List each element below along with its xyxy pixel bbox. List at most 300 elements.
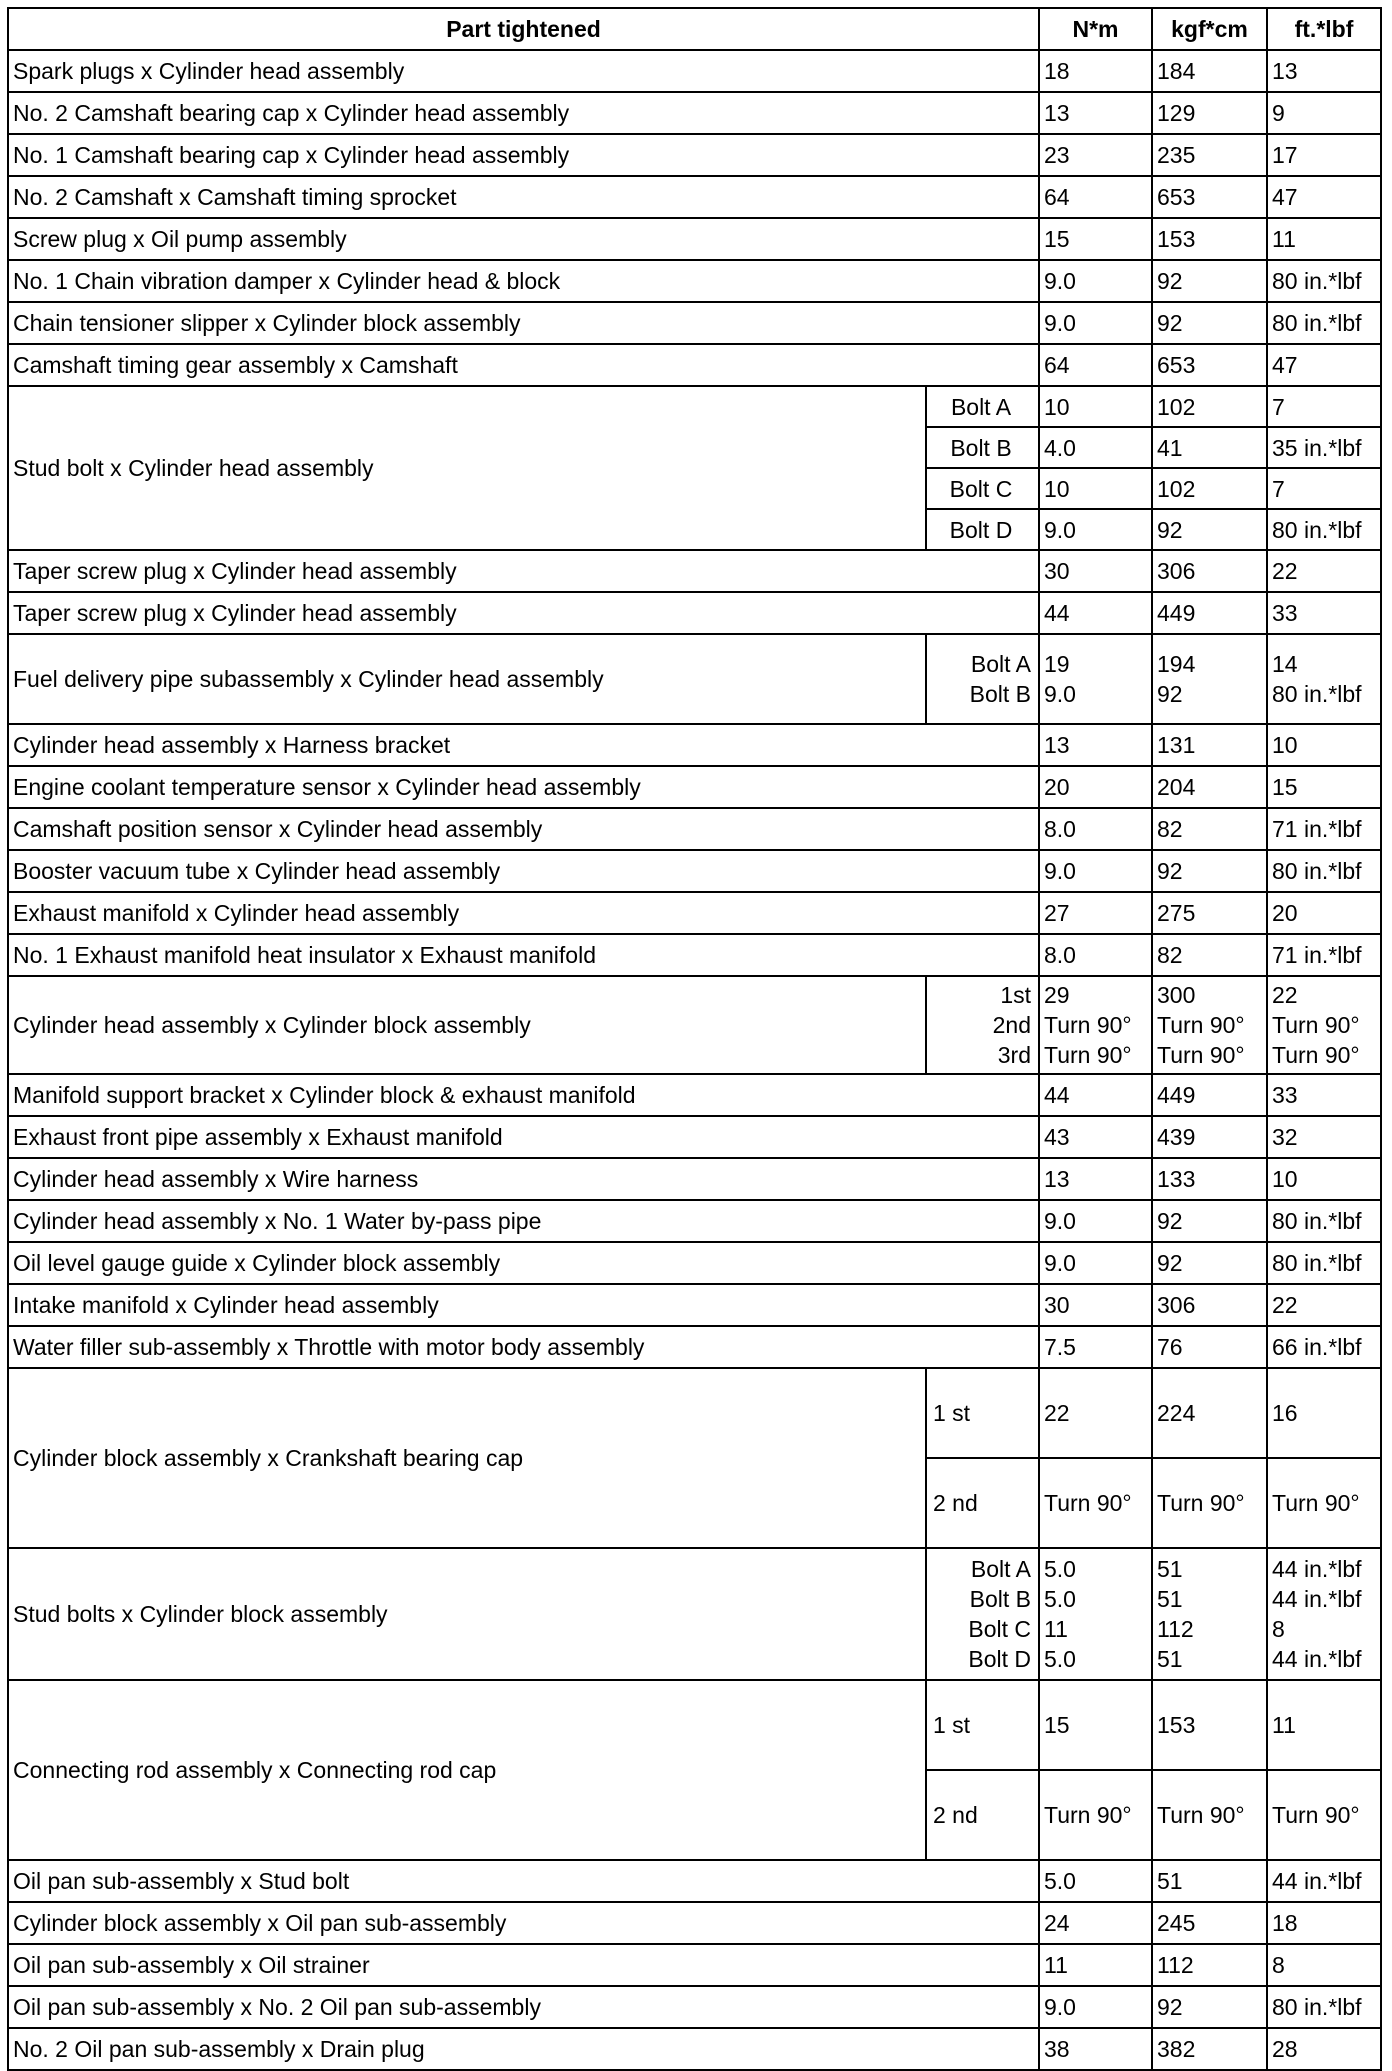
kgf-value-cell <box>1152 344 1267 386</box>
ft-value: 28 <box>1272 2036 1298 2062</box>
kgf-value: 300 <box>1157 982 1196 1008</box>
kgf-value-cell <box>1152 50 1267 92</box>
nm-value-cell <box>1039 134 1152 176</box>
table-row <box>8 1860 1381 1902</box>
ft-value: 10 <box>1272 1166 1298 1192</box>
table-row <box>8 1158 1381 1200</box>
ft-value: 71 in.*lbf <box>1272 816 1362 842</box>
kgf-value: 129 <box>1157 100 1196 126</box>
sub-label: 3rd <box>997 1042 1031 1068</box>
nm-value-cell <box>1039 1860 1152 1902</box>
nm-value-cell <box>1039 592 1152 634</box>
ft-value: 17 <box>1272 142 1298 168</box>
nm-value: 9.0 <box>1044 1208 1076 1234</box>
nm-value: 5.0 <box>1044 1586 1076 1612</box>
sub-label: 1 st <box>926 1680 1039 1770</box>
kgf-value-cell <box>1152 92 1267 134</box>
sub-label-cell <box>926 634 1039 724</box>
nm-value-cell <box>1039 1986 1152 2028</box>
part-name: Chain tensioner slipper x Cylinder block assembly <box>8 302 1039 344</box>
part-name: Exhaust manifold x Cylinder head assembly <box>8 892 1039 934</box>
kgf-value: 51 <box>1157 1556 1183 1582</box>
nm-value-cell <box>1039 344 1152 386</box>
ft-value-cell <box>1267 1200 1381 1242</box>
nm-value-cell <box>1039 1242 1152 1284</box>
nm-value-cell <box>1039 1284 1152 1326</box>
nm-value-cell <box>1039 92 1152 134</box>
ft-value-cell <box>1267 344 1381 386</box>
kgf-value: 153 <box>1157 226 1196 252</box>
kgf-value: 92 <box>1157 681 1183 707</box>
part-name: Cylinder head assembly x Harness bracket <box>8 724 1039 766</box>
ft-value: 22 <box>1272 982 1298 1008</box>
ft-value: 66 in.*lbf <box>1272 1334 1362 1360</box>
ft-value: Turn 90° <box>1267 1770 1381 1860</box>
kgf-value: 112 <box>1157 1616 1194 1642</box>
nm-value-cell <box>1039 808 1152 850</box>
nm-value: 38 <box>1044 2036 1070 2062</box>
kgf-value: 449 <box>1157 600 1196 626</box>
ft-value-cell <box>1267 892 1381 934</box>
nm-value: 5.0 <box>1044 1646 1076 1672</box>
nm-value-cell <box>1039 976 1152 1074</box>
ft-value: 11 <box>1267 1680 1381 1770</box>
ft-value-cell <box>1267 976 1381 1074</box>
ft-value: 22 <box>1272 558 1298 584</box>
part-name: Oil pan sub-assembly x Oil strainer <box>8 1944 1039 1986</box>
kgf-value: 235 <box>1157 142 1196 168</box>
kgf-value-cell <box>1152 1200 1267 1242</box>
nm-value: 10 <box>1039 386 1152 427</box>
ft-value-cell <box>1267 1860 1381 1902</box>
kgf-value-cell <box>1152 1986 1267 2028</box>
part-name: No. 2 Camshaft x Camshaft timing sprocket <box>8 176 1039 218</box>
sub-label-cell <box>926 1548 1039 1680</box>
part-name: No. 1 Camshaft bearing cap x Cylinder head assembly <box>8 134 1039 176</box>
kgf-value-cell <box>1152 1902 1267 1944</box>
nm-value: 64 <box>1044 184 1070 210</box>
part-name: No. 1 Chain vibration damper x Cylinder head & block <box>8 260 1039 302</box>
nm-value: 30 <box>1044 558 1070 584</box>
nm-value-cell <box>1039 934 1152 976</box>
nm-value: 9.0 <box>1044 1250 1076 1276</box>
table-row <box>8 850 1381 892</box>
nm-value-cell <box>1039 1548 1152 1680</box>
ft-value: 33 <box>1272 1082 1298 1108</box>
table-row <box>8 766 1381 808</box>
nm-value: 44 <box>1044 1082 1070 1108</box>
part-name: Taper screw plug x Cylinder head assembly <box>8 592 1039 634</box>
sub-label: 2 nd <box>926 1458 1039 1548</box>
sub-label: 1 st <box>926 1368 1039 1458</box>
part-name: No. 2 Oil pan sub-assembly x Drain plug <box>8 2028 1039 2070</box>
nm-value-cell <box>1039 1116 1152 1158</box>
part-name: Cylinder head assembly x Cylinder block assembly <box>8 976 926 1074</box>
kgf-value: 306 <box>1157 558 1196 584</box>
part-name: Camshaft position sensor x Cylinder head assembly <box>8 808 1039 850</box>
ft-value-cell <box>1267 1074 1381 1116</box>
table-row <box>8 1326 1381 1368</box>
header-part: Part tightened <box>8 8 1039 50</box>
ft-value: Turn 90° <box>1267 1458 1381 1548</box>
part-name: Engine coolant temperature sensor x Cylinder head assembly <box>8 766 1039 808</box>
nm-value: 64 <box>1044 352 1070 378</box>
table-row <box>8 50 1381 92</box>
kgf-value: 112 <box>1157 1952 1194 1978</box>
ft-value-cell <box>1267 550 1381 592</box>
ft-value-cell <box>1267 1284 1381 1326</box>
nm-value-cell <box>1039 766 1152 808</box>
nm-value: 9.0 <box>1044 310 1076 336</box>
kgf-value: 184 <box>1157 58 1196 84</box>
table-row <box>8 1074 1381 1116</box>
table-row <box>8 1680 1381 1770</box>
nm-value: 7.5 <box>1044 1334 1076 1360</box>
nm-value-cell <box>1039 1074 1152 1116</box>
nm-value: Turn 90° <box>1039 1770 1152 1860</box>
nm-value-cell <box>1039 218 1152 260</box>
table-row <box>8 550 1381 592</box>
nm-value-cell <box>1039 1326 1152 1368</box>
sub-label: Bolt A <box>970 1556 1031 1582</box>
ft-value: 80 in.*lbf <box>1272 1994 1362 2020</box>
ft-value-cell <box>1267 1158 1381 1200</box>
kgf-value: 245 <box>1157 1910 1196 1936</box>
kgf-value: 224 <box>1152 1368 1267 1458</box>
kgf-value: Turn 90° <box>1157 1042 1245 1068</box>
ft-value-cell <box>1267 176 1381 218</box>
kgf-value-cell <box>1152 724 1267 766</box>
ft-value: 35 in.*lbf <box>1267 427 1381 468</box>
nm-value: 43 <box>1044 1124 1070 1150</box>
kgf-value: 133 <box>1157 1166 1196 1192</box>
part-name: Oil pan sub-assembly x No. 2 Oil pan sub-assembly <box>8 1986 1039 2028</box>
ft-value-cell <box>1267 934 1381 976</box>
nm-value: 4.0 <box>1039 427 1152 468</box>
ft-value: 80 in.*lbf <box>1267 509 1381 550</box>
kgf-value: 131 <box>1157 732 1196 758</box>
kgf-value-cell <box>1152 176 1267 218</box>
nm-value: 9.0 <box>1039 509 1152 550</box>
table-row <box>8 1242 1381 1284</box>
table-row <box>8 92 1381 134</box>
part-name: Stud bolt x Cylinder head assembly <box>8 386 926 550</box>
part-name: Cylinder block assembly x Oil pan sub-assembly <box>8 1902 1039 1944</box>
nm-value-cell <box>1039 634 1152 724</box>
part-name: Camshaft timing gear assembly x Camshaft <box>8 344 1039 386</box>
kgf-value: 102 <box>1152 468 1267 509</box>
nm-value: 20 <box>1044 774 1070 800</box>
kgf-value: 41 <box>1152 427 1267 468</box>
table-row <box>8 134 1381 176</box>
table-row <box>8 1902 1381 1944</box>
ft-value: 8 <box>1272 1952 1285 1978</box>
ft-value-cell <box>1267 1326 1381 1368</box>
kgf-value-cell <box>1152 1074 1267 1116</box>
ft-value: 47 <box>1272 352 1298 378</box>
table-row <box>8 218 1381 260</box>
table-row <box>8 1986 1381 2028</box>
kgf-value-cell <box>1152 1158 1267 1200</box>
nm-value-cell <box>1039 2028 1152 2070</box>
ft-value: 44 in.*lbf <box>1272 1586 1362 1612</box>
ft-value: 44 in.*lbf <box>1272 1646 1362 1672</box>
ft-value: 13 <box>1272 58 1298 84</box>
ft-value-cell <box>1267 134 1381 176</box>
ft-value-cell <box>1267 218 1381 260</box>
kgf-value-cell <box>1152 976 1267 1074</box>
ft-value-cell <box>1267 808 1381 850</box>
ft-value: Turn 90° <box>1272 1012 1360 1038</box>
ft-value: 80 in.*lbf <box>1272 310 1362 336</box>
kgf-value-cell <box>1152 1860 1267 1902</box>
nm-value: 30 <box>1044 1292 1070 1318</box>
nm-value-cell <box>1039 850 1152 892</box>
header-ft: ft.*lbf <box>1267 8 1381 50</box>
part-name: Oil pan sub-assembly x Stud bolt <box>8 1860 1039 1902</box>
kgf-value-cell <box>1152 1548 1267 1680</box>
torque-spec-table <box>7 7 1382 2071</box>
ft-value-cell <box>1267 724 1381 766</box>
nm-value: Turn 90° <box>1044 1042 1132 1068</box>
ft-value-cell <box>1267 92 1381 134</box>
sub-label: 2 nd <box>926 1770 1039 1860</box>
sub-label: Bolt B <box>969 1586 1031 1612</box>
sub-label: Bolt B <box>926 427 1039 468</box>
ft-value-cell <box>1267 50 1381 92</box>
part-name: Cylinder head assembly x Wire harness <box>8 1158 1039 1200</box>
nm-value: 9.0 <box>1044 1994 1076 2020</box>
nm-value-cell <box>1039 1158 1152 1200</box>
part-name: Water filler sub-assembly x Throttle with motor body assembly <box>8 1326 1039 1368</box>
nm-value-cell <box>1039 892 1152 934</box>
table-row <box>8 1284 1381 1326</box>
kgf-value-cell <box>1152 592 1267 634</box>
nm-value-cell <box>1039 724 1152 766</box>
sub-label: Bolt A <box>926 386 1039 427</box>
ft-value: 8 <box>1272 1616 1285 1642</box>
kgf-value-cell <box>1152 1944 1267 1986</box>
nm-value-cell <box>1039 1902 1152 1944</box>
kgf-value: 92 <box>1152 509 1267 550</box>
nm-value: Turn 90° <box>1039 1458 1152 1548</box>
table-row <box>8 634 1381 724</box>
ft-value-cell <box>1267 1944 1381 1986</box>
kgf-value: 76 <box>1157 1334 1183 1360</box>
kgf-value: 51 <box>1157 1646 1183 1672</box>
nm-value: 9.0 <box>1044 858 1076 884</box>
sub-label: 2nd <box>992 1012 1031 1038</box>
nm-value: Turn 90° <box>1044 1012 1132 1038</box>
ft-value-cell <box>1267 2028 1381 2070</box>
kgf-value-cell <box>1152 550 1267 592</box>
ft-value: 44 in.*lbf <box>1272 1556 1362 1582</box>
ft-value: 71 in.*lbf <box>1272 942 1362 968</box>
kgf-value-cell <box>1152 218 1267 260</box>
part-name: Exhaust front pipe assembly x Exhaust manifold <box>8 1116 1039 1158</box>
nm-value: 9.0 <box>1044 268 1076 294</box>
ft-value: 18 <box>1272 1910 1298 1936</box>
kgf-value-cell <box>1152 766 1267 808</box>
nm-value: 11 <box>1044 1952 1068 1978</box>
kgf-value-cell <box>1152 1326 1267 1368</box>
table-body <box>8 50 1381 2070</box>
kgf-value: 82 <box>1157 816 1183 842</box>
kgf-value: 153 <box>1152 1680 1267 1770</box>
nm-value: 22 <box>1039 1368 1152 1458</box>
nm-value-cell <box>1039 260 1152 302</box>
nm-value: 10 <box>1039 468 1152 509</box>
kgf-value-cell <box>1152 302 1267 344</box>
part-name: Manifold support bracket x Cylinder block & exhaust manifold <box>8 1074 1039 1116</box>
kgf-value: 439 <box>1157 1124 1196 1150</box>
ft-value-cell <box>1267 1986 1381 2028</box>
part-name: Intake manifold x Cylinder head assembly <box>8 1284 1039 1326</box>
nm-value: 9.0 <box>1044 681 1076 707</box>
ft-value: 14 <box>1272 651 1298 677</box>
kgf-value: Turn 90° <box>1152 1770 1267 1860</box>
table-row <box>8 976 1381 1074</box>
table-row <box>8 260 1381 302</box>
kgf-value-cell <box>1152 808 1267 850</box>
sub-label: Bolt A <box>970 651 1031 677</box>
part-name: Cylinder block assembly x Crankshaft bearing cap <box>8 1368 926 1548</box>
ft-value: 80 in.*lbf <box>1272 858 1362 884</box>
ft-value: 15 <box>1272 774 1298 800</box>
kgf-value: 382 <box>1157 2036 1196 2062</box>
table-row <box>8 302 1381 344</box>
ft-value: 47 <box>1272 184 1298 210</box>
nm-value: 13 <box>1044 732 1070 758</box>
nm-value-cell <box>1039 50 1152 92</box>
kgf-value: 449 <box>1157 1082 1196 1108</box>
ft-value: 11 <box>1272 226 1296 252</box>
ft-value: 80 in.*lbf <box>1272 268 1362 294</box>
part-name: No. 1 Exhaust manifold heat insulator x Exhaust manifold <box>8 934 1039 976</box>
kgf-value-cell <box>1152 260 1267 302</box>
nm-value-cell <box>1039 176 1152 218</box>
table-row <box>8 1200 1381 1242</box>
ft-value: 16 <box>1267 1368 1381 1458</box>
nm-value: 15 <box>1044 226 1070 252</box>
ft-value: 9 <box>1272 100 1285 126</box>
kgf-value-cell <box>1152 134 1267 176</box>
ft-value: 80 in.*lbf <box>1272 1208 1362 1234</box>
nm-value: 24 <box>1044 1910 1070 1936</box>
kgf-value-cell <box>1152 892 1267 934</box>
ft-value-cell <box>1267 1242 1381 1284</box>
ft-value: 10 <box>1272 732 1298 758</box>
part-name: Cylinder head assembly x No. 1 Water by-pass pipe <box>8 1200 1039 1242</box>
kgf-value: 92 <box>1157 1208 1183 1234</box>
table-row <box>8 1368 1381 1458</box>
ft-value: 32 <box>1272 1124 1298 1150</box>
nm-value: 5.0 <box>1044 1556 1076 1582</box>
kgf-value: 102 <box>1152 386 1267 427</box>
part-name: Oil level gauge guide x Cylinder block assembly <box>8 1242 1039 1284</box>
table-row <box>8 808 1381 850</box>
kgf-value: 92 <box>1157 1994 1183 2020</box>
nm-value-cell <box>1039 1200 1152 1242</box>
ft-value-cell <box>1267 1116 1381 1158</box>
table-header-row <box>8 8 1381 50</box>
kgf-value: 82 <box>1157 942 1183 968</box>
ft-value: 80 in.*lbf <box>1272 1250 1362 1276</box>
ft-value: 22 <box>1272 1292 1298 1318</box>
table-row <box>8 892 1381 934</box>
part-name: No. 2 Camshaft bearing cap x Cylinder head assembly <box>8 92 1039 134</box>
kgf-value: 204 <box>1157 774 1196 800</box>
nm-value: 44 <box>1044 600 1070 626</box>
kgf-value: 194 <box>1157 651 1196 677</box>
sub-label: Bolt D <box>926 509 1039 550</box>
table-row <box>8 1548 1381 1680</box>
kgf-value-cell <box>1152 1116 1267 1158</box>
kgf-value: Turn 90° <box>1157 1012 1245 1038</box>
table-row <box>8 592 1381 634</box>
kgf-value-cell <box>1152 2028 1267 2070</box>
table-row <box>8 1944 1381 1986</box>
kgf-value-cell <box>1152 1284 1267 1326</box>
ft-value: 80 in.*lbf <box>1272 681 1362 707</box>
kgf-value: 653 <box>1157 352 1196 378</box>
kgf-value: 92 <box>1157 310 1183 336</box>
part-name: Taper screw plug x Cylinder head assembly <box>8 550 1039 592</box>
table-row <box>8 724 1381 766</box>
part-name: Booster vacuum tube x Cylinder head assembly <box>8 850 1039 892</box>
kgf-value: 92 <box>1157 268 1183 294</box>
sub-label: Bolt B <box>969 681 1031 707</box>
kgf-value: 92 <box>1157 858 1183 884</box>
ft-value-cell <box>1267 634 1381 724</box>
nm-value-cell <box>1039 550 1152 592</box>
kgf-value: 306 <box>1157 1292 1196 1318</box>
ft-value-cell <box>1267 592 1381 634</box>
header-nm: N*m <box>1039 8 1152 50</box>
nm-value: 13 <box>1044 1166 1070 1192</box>
part-name: Fuel delivery pipe subassembly x Cylinder head assembly <box>8 634 926 724</box>
table-row <box>8 176 1381 218</box>
kgf-value-cell <box>1152 934 1267 976</box>
kgf-value: 275 <box>1157 900 1196 926</box>
part-name: Spark plugs x Cylinder head assembly <box>8 50 1039 92</box>
table-row <box>8 344 1381 386</box>
ft-value-cell <box>1267 766 1381 808</box>
ft-value-cell <box>1267 1548 1381 1680</box>
nm-value: 23 <box>1044 142 1070 168</box>
part-name: Screw plug x Oil pump assembly <box>8 218 1039 260</box>
nm-value: 19 <box>1044 651 1070 677</box>
ft-value-cell <box>1267 850 1381 892</box>
ft-value: 20 <box>1272 900 1298 926</box>
sub-label: Bolt D <box>968 1646 1031 1672</box>
kgf-value-cell <box>1152 1242 1267 1284</box>
nm-value: 15 <box>1039 1680 1152 1770</box>
table-row <box>8 2028 1381 2070</box>
nm-value: 18 <box>1044 58 1070 84</box>
sub-label-cell <box>926 976 1039 1074</box>
sub-label: 1st <box>1000 982 1031 1008</box>
nm-value: 13 <box>1044 100 1070 126</box>
nm-value: 27 <box>1044 900 1070 926</box>
nm-value: 29 <box>1044 982 1070 1008</box>
kgf-value: 92 <box>1157 1250 1183 1276</box>
sub-label: Bolt C <box>968 1616 1031 1642</box>
kgf-value: 51 <box>1157 1868 1183 1894</box>
ft-value-cell <box>1267 260 1381 302</box>
ft-value: 44 in.*lbf <box>1272 1868 1362 1894</box>
kgf-value: Turn 90° <box>1152 1458 1267 1548</box>
